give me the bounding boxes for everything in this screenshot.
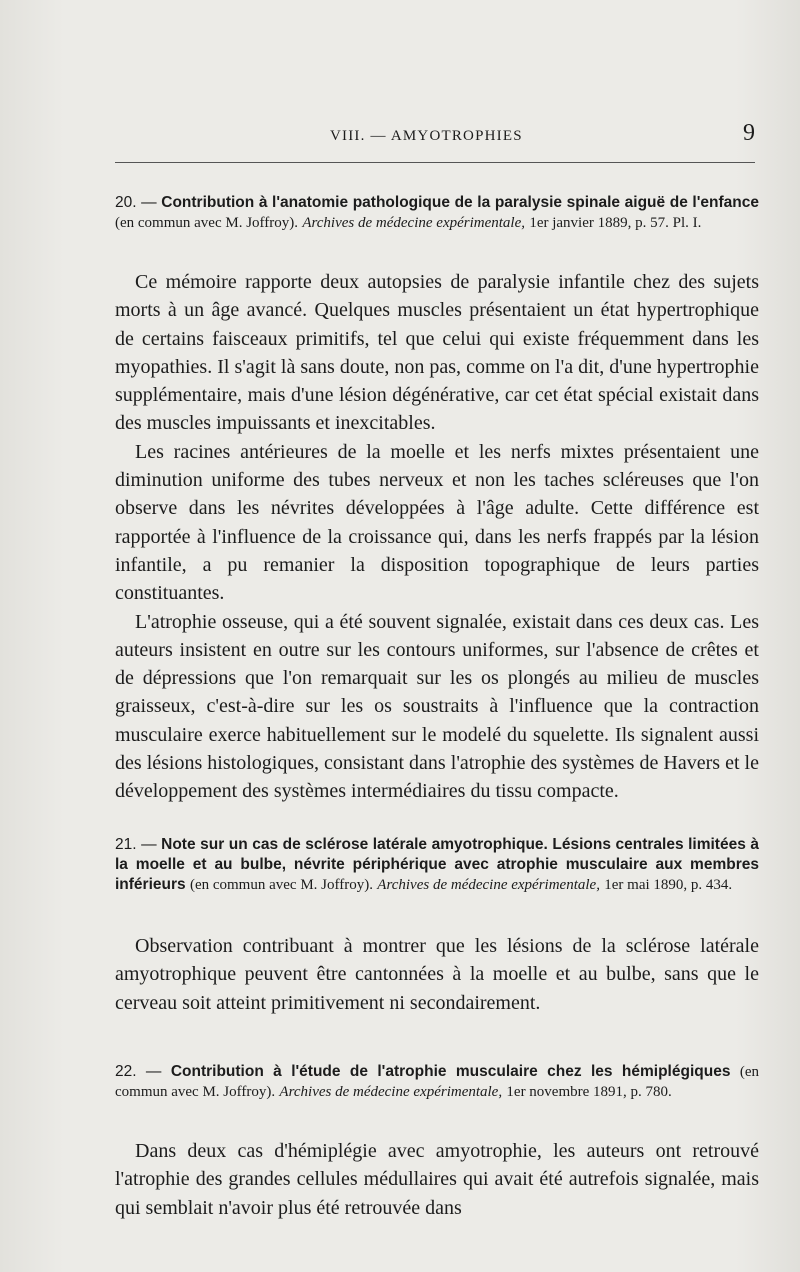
entry-21-heading	[115, 835, 759, 895]
paragraph: L'atrophie osseuse, qui a été souvent signalée, existait dans ces deux cas. Les auteurs insistent en outre sur les contours uniformes, sur l'absence de crêtes et de dépressions que l'on remarquait sur les os plongés au milieu de muscles graisseux, c'est-à-dire sur les os soustraits à l'influence que la contraction musculaire exerce habituellement sur le modelé du squelette. Ils signalent aussi des lésions histologiques, consistant dans l'atrophie des systèmes de Havers et le développement des systèmes intermédiaires du tissu compacte.	[115, 610, 759, 803]
entry-21-body	[115, 932, 759, 1017]
entry-date: 1er janvier 1889, p. 57. Pl. I.	[529, 215, 702, 231]
entry-date: 1er novembre 1891, p. 780.	[506, 1084, 672, 1100]
paragraph: Les racines antérieures de la moelle et les nerfs mixtes présentaient une diminution uniforme des tubes nerveux et non les taches scléreuses que l'on observe dans les névrites développées à l'âge adulte. Cette différence est rapportée à l'influence de la croissance qui, dans les nerfs frappés par la lésion infantile, a pu remanier la disposition topographique de leurs parties constituantes.	[115, 440, 759, 605]
entry-title: Note sur un cas de sclérose latérale amyotrophique. Lésions centrales limitées à la moelle et au bulbe, névrite périphérique avec atrophie musculaire aux membres inférieurs	[115, 836, 759, 893]
entry-coauthor: (en commun avec M. Joffroy).	[115, 1064, 759, 1100]
entry-number: 22. —	[115, 1063, 162, 1080]
page-header	[115, 118, 755, 158]
page-number: 9	[743, 120, 755, 146]
entry-title: Contribution à l'étude de l'atrophie musculaire chez les hémiplégiques	[170, 1063, 731, 1080]
entry-journal: Archives de médecine expérimentale,	[279, 1084, 503, 1100]
entry-20-heading	[115, 193, 759, 233]
entry-date: 1er mai 1890, p. 434.	[604, 877, 733, 893]
entry-number: 21. —	[115, 836, 157, 853]
header-rule	[115, 162, 755, 163]
entry-22-body	[115, 1137, 759, 1222]
entry-22-heading	[115, 1062, 759, 1102]
entry-journal: Archives de médecine expérimentale,	[302, 215, 525, 231]
running-head: VIII. — AMYOTROPHIES	[330, 128, 523, 144]
entry-20-body	[115, 268, 759, 806]
entry-journal: Archives de médecine expérimentale,	[377, 877, 600, 893]
paragraph: Observation contribuant à montrer que les lésions de la sclérose latérale amyotrophique peuvent être cantonnées à la moelle et au bulbe, sans que le cerveau soit atteint primitivement ni secondairement.	[115, 935, 759, 1014]
entry-coauthor: (en commun avec M. Joffroy).	[115, 215, 299, 231]
entry-number: 20. —	[115, 194, 157, 211]
entry-coauthor: (en commun avec M. Joffroy).	[189, 877, 373, 893]
paragraph: Ce mémoire rapporte deux autopsies de paralysie infantile chez des sujets morts à un âge avancé. Quelques muscles présentaient un état hypertrophique de certains faisceaux primitifs, tel que celui qui existe fréquemment dans les myopathies. Il s'agit là sans doute, non pas, comme on l'a dit, d'une hypertrophie supplémentaire, mais d'une lésion dégénérative, car cet état spécial existait dans des muscles impuissants et inexcitables.	[115, 271, 759, 435]
entry-title: Contribution à l'anatomie pathologique de la paralysie spinale aiguë de l'enfance	[161, 194, 759, 211]
paragraph: Dans deux cas d'hémiplégie avec amyotrophie, les auteurs ont retrouvé l'atrophie des grandes cellules médullaires qui avait été autrefois signalée, mais qui semblait n'avoir plus été retrouvée dans	[115, 1140, 759, 1219]
